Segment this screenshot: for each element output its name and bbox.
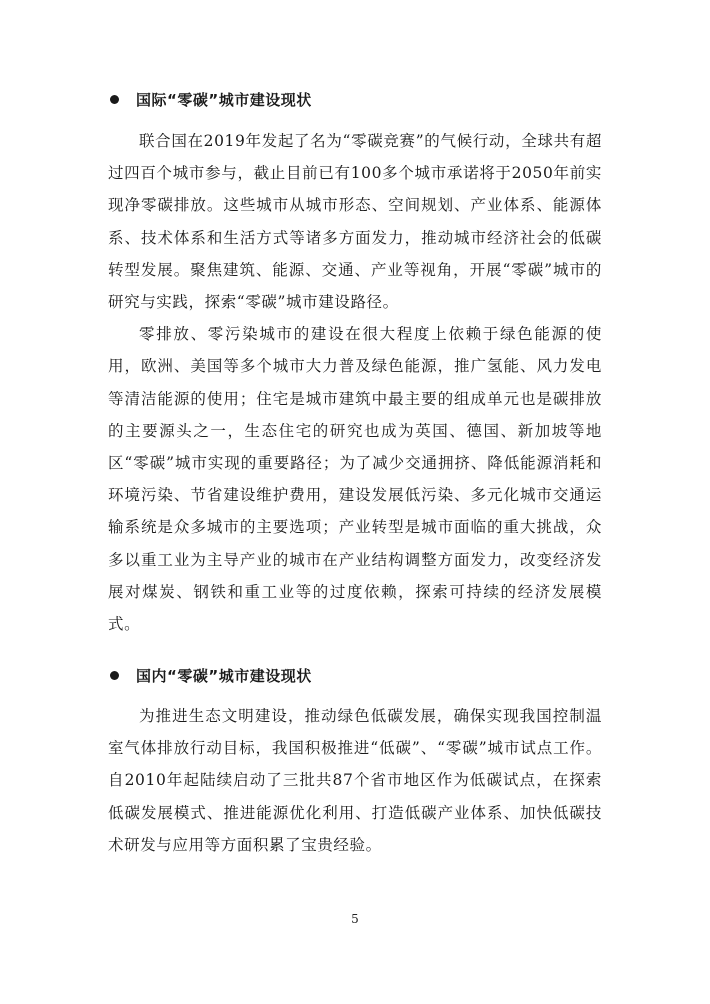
bullet-icon bbox=[110, 671, 119, 680]
section-heading bbox=[108, 86, 602, 112]
paragraph: 联合国在2019年发起了名为“零碳竞赛”的气候行动，全球共有超过四百个城市参与，截止目前已有100多个城市承诺将于2050年前实现净零碳排放。这些城市从城市形态、空间规划、产业体系、能源体系、技术体系和生活方式等诸多方面发力，推动城市经济社会的低碳转型发展。聚焦建筑、能源、交通、产业等视角，开展“零碳”城市的研究与实践，探索“零碳”城市建设路径。 bbox=[108, 132, 602, 312]
section-heading bbox=[108, 662, 602, 688]
page-number: 5 bbox=[351, 912, 359, 926]
paragraph: 零排放、零污染城市的建设在很大程度上依赖于绿色能源的使用，欧洲、美国等多个城市大力普及绿色能源，推广氢能、风力发电等清洁能源的使用；住宅是城市建筑中最主要的组成单元也是碳排放的主要源头之一，生态住宅的研究也成为英国、德国、新加坡等地区“零碳”城市实现的重要路径；为了减少交通拥挤、降低能源消耗和环境污染、节省建设维护费用，建设发展低污染、多元化城市交通运输系统是众多城市的主要选项；产业转型是城市面临的重大挑战，众多以重工业为主导产业的城市在产业结构调整方面发力，改变经济发展对煤炭、钢铁和重工业等的过度依赖，探索可持续的经济发展模式。 bbox=[108, 325, 602, 634]
section-international bbox=[108, 86, 602, 640]
bullet-icon bbox=[110, 95, 119, 104]
section-heading-text: 国际“零碳”城市建设现状 bbox=[136, 90, 312, 109]
paragraph: 为推进生态文明建设，推动绿色低碳发展，确保实现我国控制温室气体排放行动目标，我国积极推进“低碳”、“零碳”城市试点工作。自2010年起陆续启动了三批共87个省市地区作为低碳试点，在探索低碳发展模式、推进能源优化利用、打造低碳产业体系、加快低碳技术研发与应用等方面积累了宝贵经验。 bbox=[108, 707, 602, 854]
section-domestic bbox=[108, 662, 602, 861]
section-heading-text: 国内“零碳”城市建设现状 bbox=[136, 666, 312, 685]
